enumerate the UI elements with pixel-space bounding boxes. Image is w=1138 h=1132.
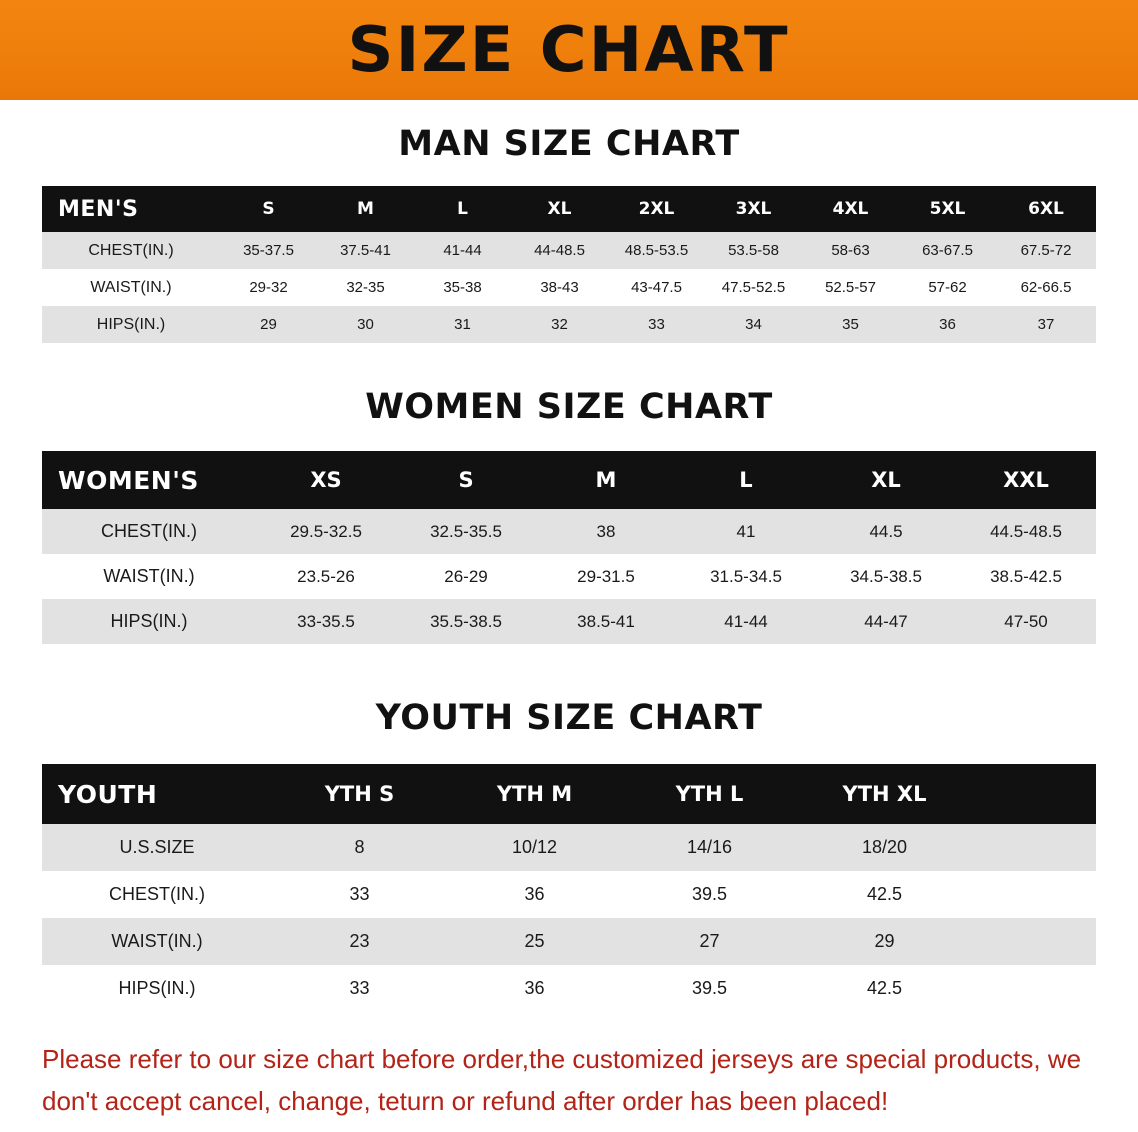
man-cell: 43-47.5 bbox=[608, 269, 705, 306]
youth-size-table bbox=[42, 764, 1096, 1012]
youth-cell: 29 bbox=[797, 918, 972, 965]
women-row-label: CHEST(IN.) bbox=[42, 509, 256, 554]
man-section-title: MAN SIZE CHART bbox=[398, 124, 740, 164]
man-cell: 32 bbox=[511, 306, 608, 343]
women-cell: 44.5 bbox=[816, 509, 956, 554]
women-cell: 29-31.5 bbox=[536, 554, 676, 599]
youth-header-cell: YOUTH bbox=[42, 764, 272, 824]
man-header-cell: 4XL bbox=[802, 186, 899, 232]
banner bbox=[0, 0, 1138, 100]
man-header-cell: S bbox=[220, 186, 317, 232]
table-row bbox=[42, 599, 1096, 644]
table-row bbox=[42, 306, 1096, 343]
youth-table-header-row bbox=[42, 764, 1096, 824]
table-row bbox=[42, 232, 1096, 269]
man-cell: 35-38 bbox=[414, 269, 511, 306]
women-cell: 33-35.5 bbox=[256, 599, 396, 644]
man-header-cell: 3XL bbox=[705, 186, 802, 232]
man-cell: 34 bbox=[705, 306, 802, 343]
man-size-table bbox=[42, 186, 1096, 343]
man-cell: 37 bbox=[996, 306, 1096, 343]
women-header-cell: WOMEN'S bbox=[42, 451, 256, 509]
man-row-label: CHEST(IN.) bbox=[42, 232, 220, 269]
youth-cell: 39.5 bbox=[622, 871, 797, 918]
youth-cell: 36 bbox=[447, 871, 622, 918]
women-row-label: HIPS(IN.) bbox=[42, 599, 256, 644]
youth-cell-spacer bbox=[972, 965, 1096, 1012]
man-header-cell: 2XL bbox=[608, 186, 705, 232]
women-cell: 44-47 bbox=[816, 599, 956, 644]
man-row-label: HIPS(IN.) bbox=[42, 306, 220, 343]
women-cell: 38.5-42.5 bbox=[956, 554, 1096, 599]
table-row bbox=[42, 871, 1096, 918]
women-header-cell: S bbox=[396, 451, 536, 509]
man-cell: 29 bbox=[220, 306, 317, 343]
man-cell: 67.5-72 bbox=[996, 232, 1096, 269]
women-row-label: WAIST(IN.) bbox=[42, 554, 256, 599]
man-header-cell: XL bbox=[511, 186, 608, 232]
women-header-cell: XS bbox=[256, 451, 396, 509]
man-table-wrap bbox=[42, 186, 1096, 343]
women-cell: 35.5-38.5 bbox=[396, 599, 536, 644]
youth-cell: 14/16 bbox=[622, 824, 797, 871]
youth-row-label: HIPS(IN.) bbox=[42, 965, 272, 1012]
man-cell: 47.5-52.5 bbox=[705, 269, 802, 306]
women-table-header-row bbox=[42, 451, 1096, 509]
table-row bbox=[42, 965, 1096, 1012]
man-cell: 30 bbox=[317, 306, 414, 343]
women-cell: 32.5-35.5 bbox=[396, 509, 536, 554]
youth-cell: 18/20 bbox=[797, 824, 972, 871]
women-cell: 31.5-34.5 bbox=[676, 554, 816, 599]
youth-row-label: U.S.SIZE bbox=[42, 824, 272, 871]
man-cell: 35 bbox=[802, 306, 899, 343]
women-section-title: WOMEN SIZE CHART bbox=[365, 387, 773, 427]
women-header-cell: XL bbox=[816, 451, 956, 509]
women-cell: 41-44 bbox=[676, 599, 816, 644]
youth-header-cell: YTH M bbox=[447, 764, 622, 824]
women-header-cell: XXL bbox=[956, 451, 1096, 509]
youth-cell: 39.5 bbox=[622, 965, 797, 1012]
man-cell: 31 bbox=[414, 306, 511, 343]
man-cell: 35-37.5 bbox=[220, 232, 317, 269]
women-table-wrap bbox=[42, 451, 1096, 644]
man-cell: 48.5-53.5 bbox=[608, 232, 705, 269]
youth-cell-spacer bbox=[972, 824, 1096, 871]
women-cell: 41 bbox=[676, 509, 816, 554]
man-cell: 38-43 bbox=[511, 269, 608, 306]
man-cell: 29-32 bbox=[220, 269, 317, 306]
man-header-cell: L bbox=[414, 186, 511, 232]
man-header-cell: MEN'S bbox=[42, 186, 220, 232]
women-header-cell: M bbox=[536, 451, 676, 509]
youth-cell: 25 bbox=[447, 918, 622, 965]
youth-cell: 23 bbox=[272, 918, 447, 965]
women-cell: 44.5-48.5 bbox=[956, 509, 1096, 554]
disclaimer-note: Please refer to our size chart before order,the customized jerseys are special products, we don't accept cancel, change, teturn or refund after order has been placed! bbox=[42, 1044, 1082, 1117]
youth-header-spacer bbox=[972, 764, 1096, 824]
youth-cell-spacer bbox=[972, 871, 1096, 918]
man-header-cell: 5XL bbox=[899, 186, 996, 232]
youth-cell-spacer bbox=[972, 918, 1096, 965]
man-cell: 58-63 bbox=[802, 232, 899, 269]
women-header-cell: L bbox=[676, 451, 816, 509]
man-cell: 52.5-57 bbox=[802, 269, 899, 306]
man-cell: 32-35 bbox=[317, 269, 414, 306]
youth-cell: 8 bbox=[272, 824, 447, 871]
women-cell: 38 bbox=[536, 509, 676, 554]
man-cell: 53.5-58 bbox=[705, 232, 802, 269]
man-table-header-row bbox=[42, 186, 1096, 232]
table-row bbox=[42, 269, 1096, 306]
table-row bbox=[42, 509, 1096, 554]
man-cell: 41-44 bbox=[414, 232, 511, 269]
table-row bbox=[42, 554, 1096, 599]
man-row-label: WAIST(IN.) bbox=[42, 269, 220, 306]
youth-row-label: WAIST(IN.) bbox=[42, 918, 272, 965]
women-cell: 29.5-32.5 bbox=[256, 509, 396, 554]
youth-cell: 33 bbox=[272, 965, 447, 1012]
man-cell: 36 bbox=[899, 306, 996, 343]
man-header-cell: M bbox=[317, 186, 414, 232]
women-cell: 23.5-26 bbox=[256, 554, 396, 599]
youth-cell: 33 bbox=[272, 871, 447, 918]
man-cell: 37.5-41 bbox=[317, 232, 414, 269]
youth-cell: 27 bbox=[622, 918, 797, 965]
table-row bbox=[42, 918, 1096, 965]
youth-header-cell: YTH XL bbox=[797, 764, 972, 824]
youth-row-label: CHEST(IN.) bbox=[42, 871, 272, 918]
women-cell: 47-50 bbox=[956, 599, 1096, 644]
youth-header-cell: YTH S bbox=[272, 764, 447, 824]
man-cell: 62-66.5 bbox=[996, 269, 1096, 306]
women-cell: 26-29 bbox=[396, 554, 536, 599]
man-header-cell: 6XL bbox=[996, 186, 1096, 232]
youth-cell: 10/12 bbox=[447, 824, 622, 871]
women-cell: 38.5-41 bbox=[536, 599, 676, 644]
youth-header-cell: YTH L bbox=[622, 764, 797, 824]
youth-cell: 36 bbox=[447, 965, 622, 1012]
man-cell: 44-48.5 bbox=[511, 232, 608, 269]
youth-table-wrap bbox=[42, 764, 1096, 1012]
table-row bbox=[42, 824, 1096, 871]
women-cell: 34.5-38.5 bbox=[816, 554, 956, 599]
youth-cell: 42.5 bbox=[797, 871, 972, 918]
man-cell: 33 bbox=[608, 306, 705, 343]
man-cell: 57-62 bbox=[899, 269, 996, 306]
women-size-table bbox=[42, 451, 1096, 644]
youth-cell: 42.5 bbox=[797, 965, 972, 1012]
banner-title: SIZE CHART bbox=[347, 13, 791, 86]
youth-section-title: YOUTH SIZE CHART bbox=[375, 698, 763, 738]
man-cell: 63-67.5 bbox=[899, 232, 996, 269]
